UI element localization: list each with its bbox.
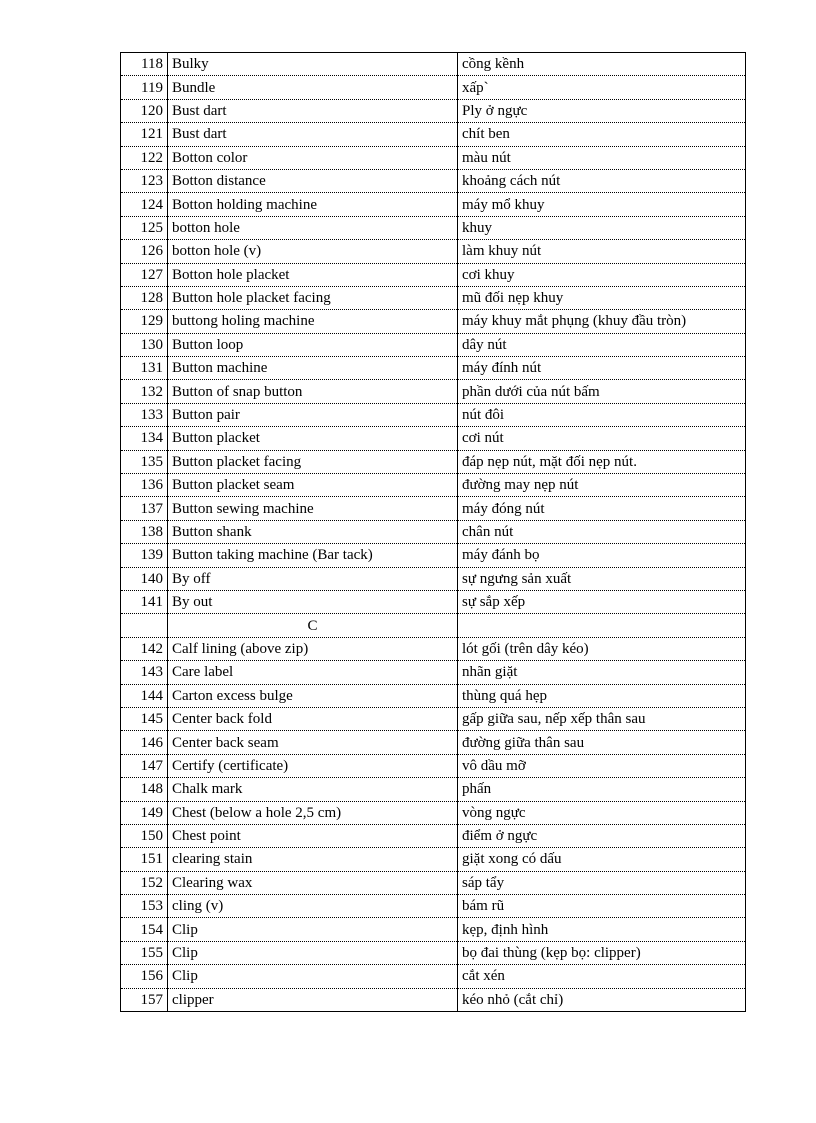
meaning-cell: phần dưới của nút bấm	[458, 380, 746, 403]
section-letter: C	[168, 614, 458, 637]
row-number-cell: 152	[121, 871, 168, 894]
term-cell: cling (v)	[168, 895, 458, 918]
table-row	[121, 53, 746, 76]
meaning-cell: vòng ngực	[458, 801, 746, 824]
term-cell: Bulky	[168, 53, 458, 76]
term-cell: Care label	[168, 661, 458, 684]
term-cell: Certify (certificate)	[168, 754, 458, 777]
meaning-cell: nhãn giặt	[458, 661, 746, 684]
table-row	[121, 240, 746, 263]
meaning-cell: khuy	[458, 216, 746, 239]
row-number-cell: 125	[121, 216, 168, 239]
table-row	[121, 824, 746, 847]
meaning-cell: sự sắp xếp	[458, 590, 746, 613]
table-row	[121, 637, 746, 660]
term-cell: Button machine	[168, 357, 458, 380]
row-number-cell: 151	[121, 848, 168, 871]
term-cell: By off	[168, 567, 458, 590]
row-number-cell: 123	[121, 169, 168, 192]
row-number-cell: 132	[121, 380, 168, 403]
meaning-cell: Ply ở ngực	[458, 99, 746, 122]
meaning-cell: máy khuy mắt phụng (khuy đầu tròn)	[458, 310, 746, 333]
row-number-cell: 130	[121, 333, 168, 356]
table-row	[121, 871, 746, 894]
row-number-cell: 140	[121, 567, 168, 590]
meaning-cell: dây nút	[458, 333, 746, 356]
table-row	[121, 474, 746, 497]
term-cell: Clip	[168, 918, 458, 941]
term-cell: Button shank	[168, 520, 458, 543]
term-cell: Bust dart	[168, 99, 458, 122]
meaning-cell: màu nút	[458, 146, 746, 169]
row-number-cell: 153	[121, 895, 168, 918]
term-cell: Bust dart	[168, 123, 458, 146]
table-row	[121, 146, 746, 169]
row-number-cell: 124	[121, 193, 168, 216]
table-row	[121, 99, 746, 122]
table-row	[121, 520, 746, 543]
row-number-cell: 142	[121, 637, 168, 660]
term-cell: Clip	[168, 941, 458, 964]
row-number-cell: 141	[121, 590, 168, 613]
meaning-cell: bọ đai thùng (kẹp bọ: clipper)	[458, 941, 746, 964]
row-number-cell: 147	[121, 754, 168, 777]
table-row	[121, 801, 746, 824]
table-row	[121, 123, 746, 146]
meaning-cell: khoảng cách nút	[458, 169, 746, 192]
term-cell: buttong holing machine	[168, 310, 458, 333]
table-row	[121, 567, 746, 590]
table-row	[121, 941, 746, 964]
table-row	[121, 684, 746, 707]
term-cell: Chest point	[168, 824, 458, 847]
table-row	[121, 76, 746, 99]
term-cell: Button taking machine (Bar tack)	[168, 544, 458, 567]
meaning-cell: lót gối (trên dây kéo)	[458, 637, 746, 660]
row-number-cell: 118	[121, 53, 168, 76]
meaning-cell: chít ben	[458, 123, 746, 146]
meaning-cell: cồng kềnh	[458, 53, 746, 76]
table-row	[121, 169, 746, 192]
meaning-cell: cắt xén	[458, 965, 746, 988]
term-cell: clipper	[168, 988, 458, 1011]
table-row	[121, 988, 746, 1011]
row-number-cell: 137	[121, 497, 168, 520]
table-row	[121, 965, 746, 988]
table-row	[121, 193, 746, 216]
row-number-cell: 126	[121, 240, 168, 263]
meaning-cell: phấn	[458, 778, 746, 801]
table-row	[121, 731, 746, 754]
row-number-cell: 139	[121, 544, 168, 567]
table-row	[121, 497, 746, 520]
meaning-cell: đường may nẹp nút	[458, 474, 746, 497]
table-row	[121, 848, 746, 871]
meaning-cell: giặt xong có dấu	[458, 848, 746, 871]
term-cell: botton hole (v)	[168, 240, 458, 263]
meaning-cell: máy đính nút	[458, 357, 746, 380]
table-row	[121, 333, 746, 356]
table-row	[121, 403, 746, 426]
term-cell: Button of snap button	[168, 380, 458, 403]
term-cell: Botton hole placket	[168, 263, 458, 286]
meaning-cell: kéo nhỏ (cắt chỉ)	[458, 988, 746, 1011]
row-number-cell: 144	[121, 684, 168, 707]
term-cell: Botton color	[168, 146, 458, 169]
row-number-cell: 148	[121, 778, 168, 801]
meaning-cell: xấp`	[458, 76, 746, 99]
term-cell: Button placket facing	[168, 450, 458, 473]
table-row	[121, 380, 746, 403]
row-number-cell: 155	[121, 941, 168, 964]
term-cell: Center back fold	[168, 707, 458, 730]
meaning-cell: vô dầu mỡ	[458, 754, 746, 777]
row-number-cell: 136	[121, 474, 168, 497]
term-cell: By out	[168, 590, 458, 613]
term-cell: clearing stain	[168, 848, 458, 871]
term-cell: Button hole placket facing	[168, 286, 458, 309]
meaning-cell: sự ngưng sản xuất	[458, 567, 746, 590]
row-number-cell: 146	[121, 731, 168, 754]
glossary-table	[120, 52, 746, 1012]
row-number-cell: 150	[121, 824, 168, 847]
term-cell: Button placket	[168, 427, 458, 450]
row-number-cell: 135	[121, 450, 168, 473]
meaning-cell: cơi khuy	[458, 263, 746, 286]
glossary-body	[121, 53, 746, 1012]
row-number-cell: 156	[121, 965, 168, 988]
row-number-cell: 127	[121, 263, 168, 286]
table-row	[121, 544, 746, 567]
row-number-cell: 154	[121, 918, 168, 941]
term-cell: Center back seam	[168, 731, 458, 754]
section-header-row	[121, 614, 746, 637]
meaning-cell: máy đóng nút	[458, 497, 746, 520]
term-cell: Bundle	[168, 76, 458, 99]
table-row	[121, 286, 746, 309]
term-cell: Calf lining (above zip)	[168, 637, 458, 660]
row-number-cell: 121	[121, 123, 168, 146]
row-number-cell: 122	[121, 146, 168, 169]
term-cell: Chest (below a hole 2,5 cm)	[168, 801, 458, 824]
meaning-cell: làm khuy nút	[458, 240, 746, 263]
table-row	[121, 895, 746, 918]
meaning-cell: chân nút	[458, 520, 746, 543]
row-number-cell	[121, 614, 168, 637]
meaning-cell: đường giữa thân sau	[458, 731, 746, 754]
meaning-cell: bám rũ	[458, 895, 746, 918]
term-cell: Button pair	[168, 403, 458, 426]
term-cell: botton hole	[168, 216, 458, 239]
row-number-cell: 138	[121, 520, 168, 543]
table-row	[121, 778, 746, 801]
meaning-cell: gấp giữa sau, nếp xếp thân sau	[458, 707, 746, 730]
term-cell: Botton distance	[168, 169, 458, 192]
row-number-cell: 157	[121, 988, 168, 1011]
meaning-cell: mũ đối nẹp khuy	[458, 286, 746, 309]
row-number-cell: 134	[121, 427, 168, 450]
table-row	[121, 357, 746, 380]
meaning-cell: nút đôi	[458, 403, 746, 426]
meaning-cell: điểm ở ngực	[458, 824, 746, 847]
meaning-cell: thùng quá hẹp	[458, 684, 746, 707]
row-number-cell: 120	[121, 99, 168, 122]
term-cell: Clip	[168, 965, 458, 988]
table-row	[121, 216, 746, 239]
table-row	[121, 918, 746, 941]
row-number-cell: 119	[121, 76, 168, 99]
row-number-cell: 133	[121, 403, 168, 426]
term-cell: Button sewing machine	[168, 497, 458, 520]
row-number-cell: 145	[121, 707, 168, 730]
meaning-cell	[458, 614, 746, 637]
table-row	[121, 450, 746, 473]
meaning-cell: máy mổ khuy	[458, 193, 746, 216]
term-cell: Button placket seam	[168, 474, 458, 497]
row-number-cell: 131	[121, 357, 168, 380]
meaning-cell: sáp tẩy	[458, 871, 746, 894]
term-cell: Clearing wax	[168, 871, 458, 894]
table-row	[121, 263, 746, 286]
meaning-cell: kẹp, định hình	[458, 918, 746, 941]
term-cell: Botton holding machine	[168, 193, 458, 216]
meaning-cell: cơi nút	[458, 427, 746, 450]
meaning-cell: máy đánh bọ	[458, 544, 746, 567]
row-number-cell: 129	[121, 310, 168, 333]
table-row	[121, 707, 746, 730]
term-cell: Carton excess bulge	[168, 684, 458, 707]
row-number-cell: 149	[121, 801, 168, 824]
table-row	[121, 427, 746, 450]
table-row	[121, 590, 746, 613]
row-number-cell: 128	[121, 286, 168, 309]
term-cell: Chalk mark	[168, 778, 458, 801]
table-row	[121, 310, 746, 333]
term-cell: Button loop	[168, 333, 458, 356]
table-row	[121, 754, 746, 777]
meaning-cell: đáp nẹp nút, mặt đối nẹp nút.	[458, 450, 746, 473]
table-row	[121, 661, 746, 684]
row-number-cell: 143	[121, 661, 168, 684]
